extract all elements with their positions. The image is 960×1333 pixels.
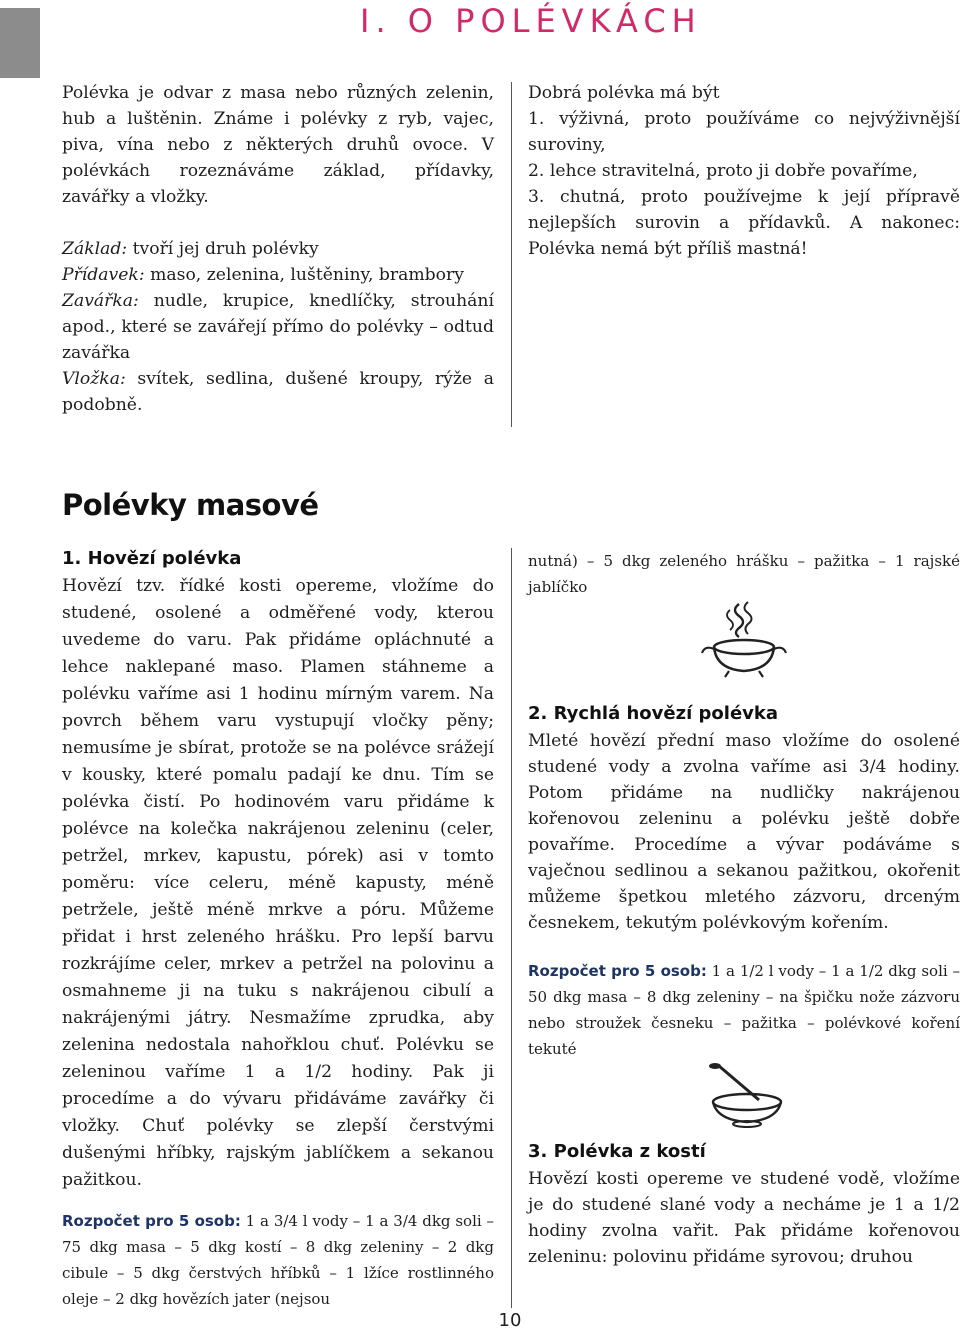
- term-vlozka: Vložka:: [62, 369, 126, 389]
- recipe1-budget-continued: nutná) – 5 dkg zeleného hrášku – pažitka – 1 rajské jablíčko: [528, 552, 960, 596]
- budget-label: Rozpočet pro 5 osob:: [62, 1212, 241, 1230]
- column-divider-bottom: [511, 548, 512, 1308]
- recipe1-text: Hovězí tzv. řídké kosti opereme, vložíme do studené, osolené a odměřené vody, kterou uvedeme do varu. Pak přidáme opláchnuté a lehce naklepané maso. Plamen stáhneme a polévku vaříme asi 1 hodinu mírným varem. Na povrch během varu vystupují vločky pěny; nemusíme je sbírat, protože se na polévce srážejí v kousky, které pomalu padají ke dnu. Tím se polévka čistí. Po hodinovém varu přidáme k polévce na kolečka nakrájenou zeleninu (celer, petržel, mrkev, kapustu, pórek) asi v tomto poměru: více celeru, méně kapusty, méně petržele, ještě méně mrkve a póru. Můžeme přidat i hrst zeleného hrášku. Pro lepší barvu rozkrájíme celer, mrkev a petržel na polovinu a osmahneme ji na tuku s nakrájenou cibulí a nakrájenými játry. Nesmažíme zprudka, aby zelenina nedostala nahořklou chuť. Polévku se zeleninou vaříme 1 a 1/2 hodiny. Pak ji procedíme a do vývaru přidáváme zavářky či vložky. Chuť polévky se zlepší čerstvými dušenými hříbky, rajským jablíčkem a sekanou pažitkou.: [62, 576, 494, 1190]
- term-zavarka: Zavářka:: [62, 291, 139, 311]
- recipe2-text: Mleté hovězí přední maso vložíme do osolené studené vody a zvolna vaříme asi 3/4 hodiny. Potom přidáme na nudličky nakrájenou kořenovou zeleninu a polévku ještě dobře povaříme. Procedíme a vývar podáváme s vaječnou sedlinou a sekanou pažitkou, okořenit můžeme špetkou mletého zázvoru, drceným česnekem, tekutým polévkovým kořením.: [528, 731, 960, 933]
- definition-zaklad: Základ: tvoří jej druh polévky: [62, 239, 319, 259]
- definition-zavarka: Zavářka: nudle, krupice, knedlíčky, strouhání apod., které se zavářejí přímo do polévky – odtud zavářka: [62, 291, 494, 363]
- page-number: 10: [498, 1310, 522, 1331]
- budget-label: Rozpočet pro 5 osob:: [528, 962, 707, 980]
- good-soup-item-1: 1. výživná, proto používáme co nejvýživnější suroviny,: [528, 109, 960, 155]
- good-soup-heading: Dobrá polévka má být: [528, 83, 720, 103]
- intro-paragraph: Polévka je odvar z masa nebo různých zelenin, hub a luštěnin. Známe i polévky z ryb, vajec, piva, vína nebo z některých druhů ovoce. V polévkách rozeznáváme základ, přídavky, zavářky a vložky.: [62, 83, 494, 207]
- recipe1-title: 1. Hovězí polévka: [62, 548, 242, 569]
- definition-vlozka: Vložka: svítek, sedlina, dušené kroupy, rýže a podobně.: [62, 369, 494, 415]
- recipe1-budget: Rozpočet pro 5 osob: 1 a 3/4 l vody – 1 a 3/4 dkg soli – 75 dkg masa – 5 dkg kostí – 8 dkg zeleniny – 2 dkg cibule – 5 dkg čerstvých hříbků – 1 lžíce rostlinného oleje – 2 dkg hovězích jater (nejsou: [62, 1212, 495, 1308]
- recipe2-title: 2. Rychlá hovězí polévka: [528, 703, 778, 724]
- term-pridavek: Přídavek:: [62, 265, 145, 285]
- chapter-tab-marker: [0, 8, 40, 78]
- recipe3-title: 3. Polévka z kostí: [528, 1141, 706, 1162]
- soup-pot-illustration: [699, 600, 789, 678]
- definition-pridavek: Přídavek: maso, zelenina, luštěniny, brambory: [62, 265, 464, 285]
- section-title: Polévky masové: [62, 488, 319, 522]
- column-divider-top: [511, 82, 512, 427]
- term-zaklad: Základ:: [62, 239, 128, 259]
- good-soup-column: [528, 80, 960, 262]
- recipes-right-column: [528, 548, 960, 1270]
- good-soup-item-3: 3. chutná, proto používejme k její přípravě nejlepších surovin a přídavků. A nakonec: Polévka nemá být příliš mastná!: [528, 187, 960, 259]
- recipe1-column: [62, 545, 494, 1312]
- recipe3-text: Hovězí kosti opereme ve studené vodě, vložíme je do studené slané vody a necháme je 1 a 1/2 hodiny zvolna vařit. Pak přidáme kořenovou zeleninu: polovinu přidáme syrovou; druhou: [528, 1169, 960, 1267]
- recipe2-budget: Rozpočet pro 5 osob: 1 a 1/2 l vody – 1 a 1/2 dkg soli – 50 dkg masa – 8 dkg zeleniny – na špičku nože zázvoru nebo stroužek česneku – pažitka – polévkové koření tekuté: [528, 962, 960, 1058]
- bowl-spoon-illustration: [699, 1062, 789, 1130]
- intro-column: [62, 80, 494, 418]
- good-soup-item-2: 2. lehce stravitelná, proto ji dobře povaříme,: [528, 161, 918, 181]
- chapter-title: I. O POLÉVKÁCH: [360, 2, 702, 40]
